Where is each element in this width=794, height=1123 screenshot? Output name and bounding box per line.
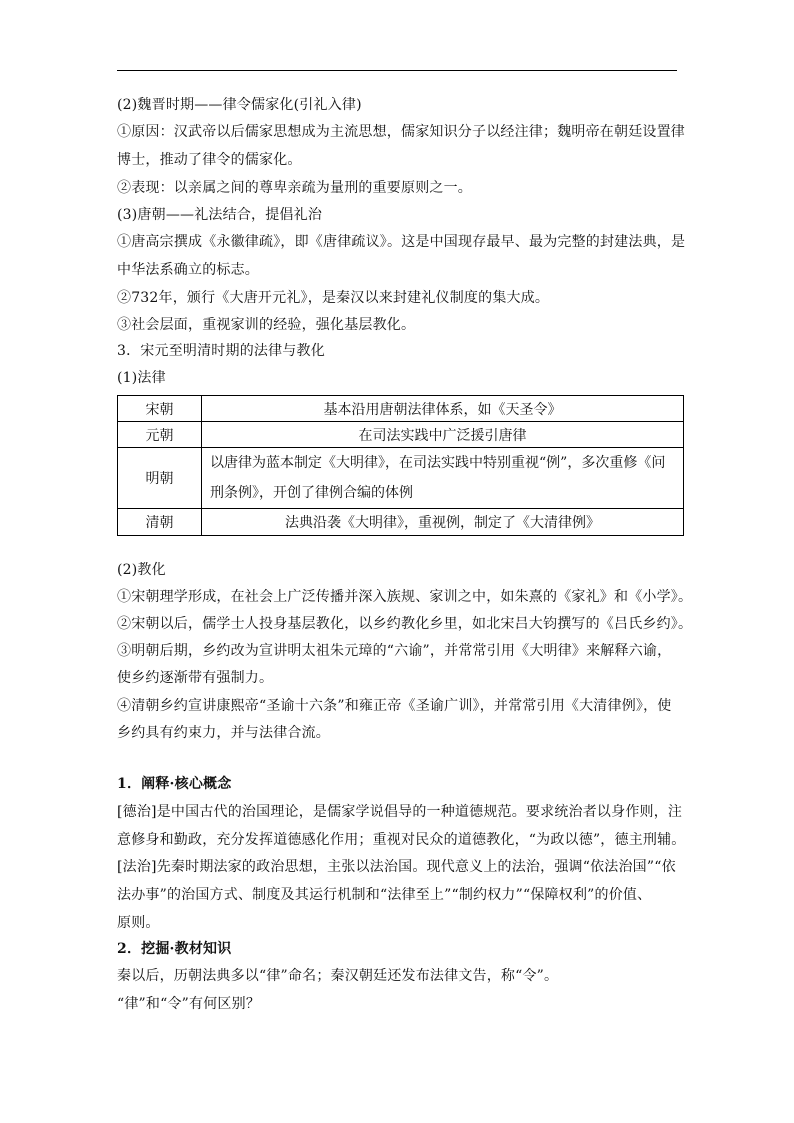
- paragraph-line: 秦以后，历朝法典多以“律”命名；秦汉朝廷还发布法律文告，称“令”。: [117, 968, 559, 984]
- subheading-education: (2)教化: [117, 562, 166, 578]
- paragraph-line: 乡约具有约束力，并与法律合流。: [117, 725, 330, 741]
- paragraph-line: ②732年，颁行《大唐开元礼》，是秦汉以来封建礼仪制度的集大成。: [117, 290, 550, 306]
- paragraph-line: ①宋朝理学形成，在社会上广泛传播并深入族规、家训之中，如朱熹的《家礼》和《小学》。: [117, 589, 693, 605]
- dynasty-cell: 清朝: [118, 509, 202, 536]
- paragraph-line: ④清朝乡约宣讲康熙帝“圣谕十六条”和雍正帝《圣谕广训》，并常常引用《大清律例》，使: [117, 698, 672, 714]
- section-heading-textbook: 2．挖掘·教材知识: [117, 941, 232, 957]
- paragraph-line: ①唐高宗撰成《永徽律疏》，即《唐律疏议》。这是中国现存最早、最为完整的封建法典，是: [117, 234, 686, 250]
- dynasty-cell: 元朝: [118, 422, 202, 448]
- content-cell: 基本沿用唐朝法律体系，如《天圣令》: [202, 396, 684, 422]
- paragraph-line: 意修身和勤政，充分发挥道德感化作用；重视对民众的道德教化，“为政以德”，德主刑辅。: [117, 832, 686, 848]
- paragraph-line: ①原因：汉武帝以后儒家思想成为主流思想，儒家知识分子以经注律；魏明帝在朝廷设置律: [117, 124, 685, 140]
- content-cell: [202, 448, 684, 509]
- paragraph-line: ③明朝后期，乡约改为宣讲明太祖朱元璋的“六谕”，并常常引用《大明律》来解释六谕，: [117, 643, 672, 659]
- paragraph-line: [法治]先秦时期法家的政治思想，主张以法治国。现代意义上的法治，强调“依法治国”“依: [117, 859, 676, 875]
- paragraph-line: ②表现：以亲属之间的尊卑亲疏为量刑的重要原则之一。: [117, 180, 472, 196]
- paragraph-line: 中华法系确立的标志。: [117, 262, 259, 278]
- law-table: [117, 395, 684, 536]
- section-heading-weijin: (2)魏晋时期——律令儒家化(引礼入律): [117, 97, 362, 113]
- table-row: [118, 509, 684, 536]
- paragraph-line: 原则。: [117, 915, 160, 931]
- paragraph-line: ②宋朝以后，儒学士人投身基层教化，以乡约教化乡里，如北宋吕大钧撰写的《吕氏乡约》。: [117, 616, 693, 632]
- subheading-law: (1)法律: [117, 370, 166, 386]
- table-row: [118, 396, 684, 422]
- paragraph-line: ③社会层面，重视家训的经验，强化基层教化。: [117, 317, 416, 333]
- section-heading-core-concepts: 1．阐释·核心概念: [117, 776, 232, 792]
- question-line: “律”和“令”有何区别？: [117, 996, 261, 1012]
- section-heading-song-qing: 3．宋元至明清时期的法律与教化: [117, 343, 325, 359]
- content-cell: 法典沿袭《大明律》，重视例，制定了《大清律例》: [202, 509, 684, 536]
- dynasty-cell: 宋朝: [118, 396, 202, 422]
- header-rule: [117, 70, 677, 71]
- dynasty-cell: 明朝: [118, 448, 202, 509]
- paragraph-line: 博士，推动了律令的儒家化。: [117, 152, 302, 168]
- section-heading-tang: (3)唐朝——礼法结合，提倡礼治: [117, 207, 323, 223]
- paragraph-line: [德治]是中国古代的治国理论，是儒家学说倡导的一种道德规范。要求统治者以身作则，注: [117, 804, 683, 820]
- paragraph-line: 使乡约逐渐带有强制力。: [117, 670, 274, 686]
- paragraph-line: 法办事”的治国方式、制度及其运行机制和“法律至上”“制约权力”“保障权利”的价值、: [117, 887, 652, 903]
- content-cell: 在司法实践中广泛援引唐律: [202, 422, 684, 448]
- content-line: 以唐律为蓝本制定《大明律》，在司法实践中特别重视“例”，多次重修《问: [210, 455, 666, 471]
- table-row: [118, 422, 684, 448]
- table-row: [118, 448, 684, 509]
- content-line: 刑条例》，开创了律例合编的体例: [210, 485, 413, 501]
